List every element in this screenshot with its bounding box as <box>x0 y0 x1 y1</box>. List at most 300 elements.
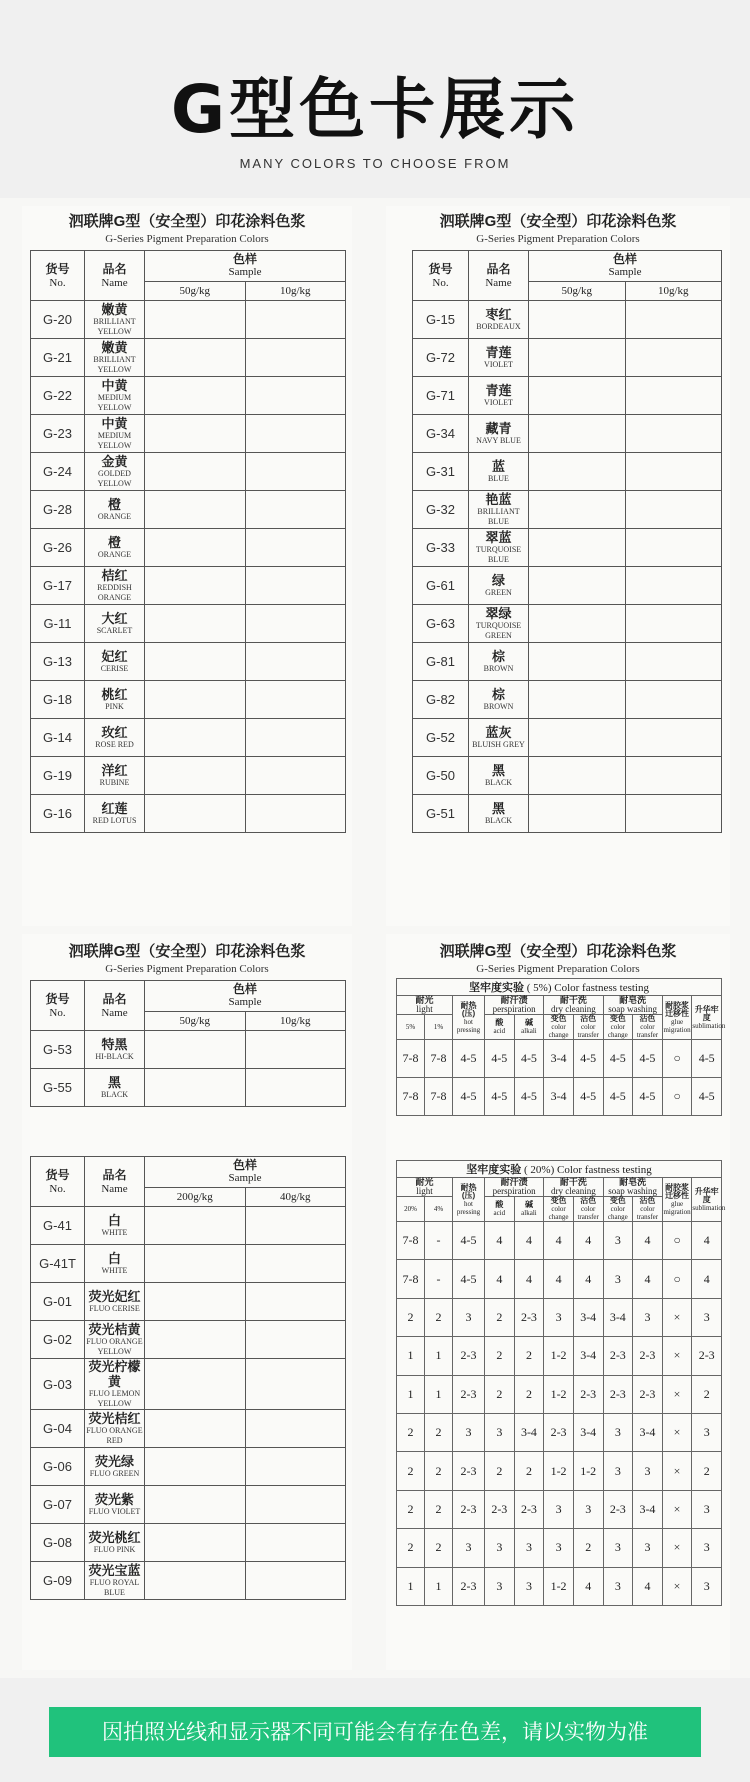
color-code: G-50 <box>413 757 469 795</box>
color-name <box>85 1562 145 1600</box>
col-code-header: 货号 No. <box>413 251 469 301</box>
color-name-en: CERISE <box>100 664 129 673</box>
color-name-zh: 红莲 <box>101 801 128 816</box>
fastness-value: 3 <box>603 1260 633 1298</box>
color-code: G-20 <box>31 301 85 339</box>
color-table <box>30 250 346 833</box>
swatch-cell <box>245 681 346 719</box>
color-code: G-13 <box>31 643 85 681</box>
swatch-cell <box>145 643 246 681</box>
color-code: G-16 <box>31 795 85 833</box>
fastness-value: 4-5 <box>453 1040 485 1078</box>
color-name <box>469 719 529 757</box>
color-name-zh: 桃红 <box>101 687 128 702</box>
color-name-zh: 黑 <box>491 801 505 816</box>
col-code-header: 货号 No. <box>31 1157 85 1207</box>
fastness-value: 3 <box>692 1413 722 1451</box>
color-disclaimer-banner: 因拍照光线和显示器不同可能会有存在色差，请以实物为准 <box>49 1707 701 1757</box>
fastness-value: 3 <box>514 1567 544 1605</box>
color-name-en: FLUO CERISE <box>89 1304 140 1313</box>
swatch-cell <box>625 453 722 491</box>
fastness-value: 4 <box>514 1260 544 1298</box>
perspiration-header: 耐汗渍 perspiration <box>485 996 544 1015</box>
swatch-cell <box>245 1410 346 1448</box>
color-row <box>31 491 346 529</box>
color-name-zh: 大红 <box>101 611 128 626</box>
fastness-value: 3-4 <box>633 1413 663 1451</box>
color-code: G-01 <box>31 1283 85 1321</box>
fastness-value: 2 <box>514 1337 544 1375</box>
fastness-value: 2 <box>485 1375 515 1413</box>
fastness-value: 3 <box>633 1452 663 1490</box>
color-name-en: TURQUOISE GREEN <box>475 621 522 640</box>
color-table <box>412 250 722 833</box>
color-name-en: FLUO GREEN <box>89 1469 140 1478</box>
fastness-value: 3 <box>514 1529 544 1567</box>
color-code: G-08 <box>31 1524 85 1562</box>
color-row <box>413 795 722 833</box>
color-name-zh: 金黄 <box>101 454 128 469</box>
fastness-row <box>397 1040 722 1078</box>
color-name <box>469 339 529 377</box>
color-name-zh: 嫩黄 <box>101 340 128 355</box>
swatch-cell <box>245 1245 346 1283</box>
swatch-cell <box>529 415 626 453</box>
color-name <box>85 567 145 605</box>
swatch-cell <box>145 605 246 643</box>
swatch-cell <box>145 567 246 605</box>
fastness-value: 3 <box>692 1567 722 1605</box>
fastness-row <box>397 1298 722 1336</box>
acid-header: 酸 acid <box>485 1197 515 1222</box>
color-name <box>85 415 145 453</box>
color-name <box>469 415 529 453</box>
color-name <box>469 377 529 415</box>
fastness-value: 2-3 <box>603 1375 633 1413</box>
swatch-cell <box>625 339 722 377</box>
swatch-cell <box>145 681 246 719</box>
color-code: G-26 <box>31 529 85 567</box>
color-name-en: WHITE <box>101 1266 128 1275</box>
color-name <box>469 529 529 567</box>
fastness-value: 2 <box>425 1452 453 1490</box>
card-title: 泗联牌G型（安全型）印花涂料色浆 <box>68 943 306 960</box>
fastness-table-5pct <box>396 978 726 1116</box>
color-name-zh: 蓝 <box>491 459 505 474</box>
swatch-cell <box>529 795 626 833</box>
color-name-zh: 翠蓝 <box>485 530 512 545</box>
fastness-value: 7-8 <box>397 1078 425 1116</box>
fastness-value: 4 <box>692 1222 722 1260</box>
color-name <box>85 491 145 529</box>
col-name-header: 品名 Name <box>85 1157 145 1207</box>
color-name-zh: 特黑 <box>101 1037 128 1052</box>
fastness-value: 7-8 <box>397 1040 425 1078</box>
color-name-zh: 桔红 <box>101 568 128 583</box>
color-name <box>85 681 145 719</box>
color-name-zh: 枣红 <box>485 307 512 322</box>
color-row <box>31 795 346 833</box>
color-name <box>85 1245 145 1283</box>
color-table <box>30 1156 346 1600</box>
color-transfer-header: 沾色 color transfer <box>633 1197 663 1222</box>
swatch-cell <box>145 1524 246 1562</box>
fastness-value: 3 <box>692 1298 722 1336</box>
color-name <box>469 301 529 339</box>
color-code: G-72 <box>413 339 469 377</box>
fastness-value: 3-4 <box>514 1413 544 1451</box>
color-name <box>85 643 145 681</box>
swatch-cell <box>145 1321 246 1359</box>
fastness-value: 2-3 <box>514 1490 544 1528</box>
color-name-en: RED LOTUS <box>92 816 137 825</box>
fastness-value: 4-5 <box>603 1078 633 1116</box>
fastness-row <box>397 1490 722 1528</box>
swatch-cell <box>145 1069 246 1107</box>
color-code: G-81 <box>413 643 469 681</box>
fastness-value: 4-5 <box>692 1078 722 1116</box>
fastness-value: 3 <box>485 1529 515 1567</box>
color-name-en: MEDIUM YELLOW <box>97 393 132 412</box>
fastness-value: 3 <box>453 1413 485 1451</box>
fastness-value: 3 <box>633 1298 663 1336</box>
color-row <box>31 757 346 795</box>
card-title: 泗联牌G型（安全型）印花涂料色浆 <box>68 213 306 230</box>
fastness-value: 3 <box>633 1529 663 1567</box>
fastness-value: ○ <box>662 1040 692 1078</box>
fastness-value: 2-3 <box>603 1490 633 1528</box>
color-code: G-34 <box>413 415 469 453</box>
color-name-zh: 玫红 <box>101 725 128 740</box>
color-code: G-41 <box>31 1207 85 1245</box>
fastness-value: 4-5 <box>485 1078 515 1116</box>
color-name <box>85 339 145 377</box>
swatch-cell <box>625 567 722 605</box>
fastness-value: 4-5 <box>573 1040 603 1078</box>
swatch-cell <box>245 1524 346 1562</box>
soap-washing-header: 耐皂洗 soap washing <box>603 996 662 1015</box>
color-code: G-53 <box>31 1031 85 1069</box>
color-name-en: BLACK <box>484 816 513 825</box>
fastness-value: 4 <box>485 1260 515 1298</box>
fastness-value: 3 <box>603 1222 633 1260</box>
fastness-value: 2-3 <box>692 1337 722 1375</box>
fastness-value: 4-5 <box>514 1078 544 1116</box>
swatch-cell <box>145 1283 246 1321</box>
swatch-cell <box>625 719 722 757</box>
fastness-value: 2-3 <box>453 1337 485 1375</box>
fastness-value: 3-4 <box>544 1078 574 1116</box>
color-row <box>31 1283 346 1321</box>
color-code: G-09 <box>31 1562 85 1600</box>
swatch-cell <box>245 1321 346 1359</box>
color-name <box>85 1486 145 1524</box>
swatch-cell <box>245 529 346 567</box>
swatch-cell <box>145 377 246 415</box>
color-row <box>31 1031 346 1069</box>
fastness-row <box>397 1452 722 1490</box>
color-code: G-61 <box>413 567 469 605</box>
col-name-header: 品名 Name <box>469 251 529 301</box>
fastness-table-20pct <box>396 1160 726 1606</box>
fastness-row <box>397 1413 722 1451</box>
swatch-cell <box>529 757 626 795</box>
fastness-value: 2 <box>514 1375 544 1413</box>
color-row <box>31 415 346 453</box>
color-name <box>85 719 145 757</box>
swatch-cell <box>245 605 346 643</box>
color-row <box>413 491 722 529</box>
fastness-title: 坚牢度实验 ( 20%) Color fastness testing <box>397 1161 722 1178</box>
color-row <box>31 605 346 643</box>
fastness-value: 2-3 <box>573 1375 603 1413</box>
hot-pressing-header: 耐热 (压) hot pressing <box>453 1178 485 1222</box>
col-name-header: 品名 Name <box>85 251 145 301</box>
color-name-en: PINK <box>105 702 124 711</box>
swatch-cell <box>529 377 626 415</box>
fastness-value: 3 <box>453 1529 485 1567</box>
color-name <box>85 301 145 339</box>
color-name-zh: 荧光桔红 <box>88 1411 141 1426</box>
fastness-value: 3 <box>544 1490 574 1528</box>
color-name-en: BROWN <box>483 702 514 711</box>
fastness-value: 2-3 <box>453 1490 485 1528</box>
dry-cleaning-header: 耐干洗 dry cleaning <box>544 996 603 1015</box>
swatch-cell <box>529 643 626 681</box>
hot-pressing-header: 耐热 (压) hot pressing <box>453 996 485 1040</box>
swatch-cell <box>529 567 626 605</box>
fastness-value: 2 <box>514 1452 544 1490</box>
fastness-value: 4 <box>692 1260 722 1298</box>
color-name <box>469 643 529 681</box>
conc-header: 10g/kg <box>245 282 346 301</box>
perspiration-header: 耐汗渍 perspiration <box>485 1178 544 1197</box>
color-row <box>31 1359 346 1410</box>
fastness-row <box>397 1375 722 1413</box>
color-row <box>413 719 722 757</box>
fastness-value: 4 <box>633 1567 663 1605</box>
color-name <box>85 1031 145 1069</box>
color-row <box>413 757 722 795</box>
dry-cleaning-header: 耐干洗 dry cleaning <box>544 1178 603 1197</box>
swatch-cell <box>245 301 346 339</box>
color-transfer-header: 沾色 color transfer <box>633 1015 663 1040</box>
color-name-zh: 荧光妃红 <box>88 1289 141 1304</box>
fastness-value: 2 <box>397 1298 425 1336</box>
light-sub-header: 5% <box>397 1015 425 1040</box>
fastness-value: 7-8 <box>425 1078 453 1116</box>
color-name-en: VIOLET <box>484 398 513 407</box>
color-code: G-17 <box>31 567 85 605</box>
swatch-cell <box>529 453 626 491</box>
swatch-cell <box>529 605 626 643</box>
color-name-zh: 棕 <box>491 687 505 702</box>
color-name-en: FLUO ORANGE YELLOW <box>86 1337 143 1356</box>
fastness-value: × <box>662 1452 692 1490</box>
color-name <box>85 605 145 643</box>
swatch-cell <box>245 377 346 415</box>
fastness-row <box>397 1260 722 1298</box>
color-change-header: 变色 color change <box>603 1197 633 1222</box>
color-name-en: BLUISH GREY <box>472 740 525 749</box>
color-name <box>469 795 529 833</box>
fastness-value: 4-5 <box>573 1078 603 1116</box>
fastness-title: 坚牢度实验 ( 5%) Color fastness testing <box>397 979 722 996</box>
color-name-zh: 妃红 <box>101 649 128 664</box>
fastness-value: 2-3 <box>514 1298 544 1336</box>
color-name <box>85 1448 145 1486</box>
fastness-value: × <box>662 1490 692 1528</box>
fastness-value: 2 <box>397 1529 425 1567</box>
color-name-zh: 艳蓝 <box>485 492 512 507</box>
fastness-value: 4 <box>633 1260 663 1298</box>
color-name-en: BLACK <box>484 778 513 787</box>
fastness-value: - <box>425 1260 453 1298</box>
color-name-zh: 翠绿 <box>485 606 512 621</box>
fastness-value: 1 <box>397 1337 425 1375</box>
color-code: G-63 <box>413 605 469 643</box>
color-name-en: FLUO VIOLET <box>88 1507 141 1516</box>
color-name-en: TURQUOISE BLUE <box>475 545 522 564</box>
swatch-cell <box>145 1486 246 1524</box>
color-table <box>30 980 346 1107</box>
color-name-en: WHITE <box>101 1228 128 1237</box>
fastness-value: 2 <box>397 1413 425 1451</box>
color-code: G-04 <box>31 1410 85 1448</box>
swatch-cell <box>245 339 346 377</box>
color-name-zh: 绿 <box>491 573 505 588</box>
fastness-value: 2-3 <box>453 1452 485 1490</box>
color-row <box>31 1069 346 1107</box>
color-row <box>31 1486 346 1524</box>
fastness-value: 2-3 <box>544 1413 574 1451</box>
conc-header: 10g/kg <box>625 282 722 301</box>
fastness-value: 2 <box>485 1337 515 1375</box>
fastness-value: 1-2 <box>544 1452 574 1490</box>
color-name-en: ORANGE <box>97 550 132 559</box>
color-name <box>85 1207 145 1245</box>
color-name-en: GOLDED YELLOW <box>97 469 132 488</box>
color-change-header: 变色 color change <box>544 1197 574 1222</box>
color-name-en: BROWN <box>483 664 514 673</box>
color-name <box>469 491 529 529</box>
fastness-value: 3 <box>485 1413 515 1451</box>
fastness-value: 2 <box>692 1452 722 1490</box>
color-name-zh: 青莲 <box>485 383 512 398</box>
swatch-cell <box>145 301 246 339</box>
swatch-cell <box>145 1562 246 1600</box>
color-card-2 <box>386 206 730 926</box>
color-name <box>85 1359 145 1410</box>
fastness-value: × <box>662 1298 692 1336</box>
light-sub-header: 4% <box>425 1197 453 1222</box>
col-sample-header: 色样 Sample <box>145 981 346 1012</box>
color-row <box>31 681 346 719</box>
fastness-value: 1 <box>397 1567 425 1605</box>
swatch-cell <box>145 1207 246 1245</box>
fastness-value: 1 <box>397 1375 425 1413</box>
fastness-value: 3 <box>603 1452 633 1490</box>
fastness-value: 7-8 <box>397 1260 425 1298</box>
fastness-value: 3 <box>544 1298 574 1336</box>
swatch-cell <box>245 795 346 833</box>
page-title: G型色卡展示 <box>170 71 580 148</box>
swatch-cell <box>245 415 346 453</box>
footer <box>0 1678 750 1782</box>
swatch-cell <box>145 415 246 453</box>
swatch-cell <box>145 757 246 795</box>
soap-washing-header: 耐皂洗 soap washing <box>603 1178 662 1197</box>
hero-header <box>0 0 750 198</box>
swatch-cell <box>625 529 722 567</box>
fastness-row <box>397 1222 722 1260</box>
color-code: G-31 <box>413 453 469 491</box>
color-code: G-11 <box>31 605 85 643</box>
swatch-cell <box>245 1069 346 1107</box>
color-row <box>31 1207 346 1245</box>
fastness-value: 4 <box>573 1260 603 1298</box>
fastness-value: ○ <box>662 1078 692 1116</box>
swatch-cell <box>625 605 722 643</box>
color-transfer-header: 沾色 color transfer <box>573 1015 603 1040</box>
color-name-zh: 橙 <box>107 497 121 512</box>
color-row <box>413 643 722 681</box>
fastness-value: × <box>662 1337 692 1375</box>
swatch-cell <box>529 491 626 529</box>
fastness-value: 1-2 <box>544 1337 574 1375</box>
swatch-cell <box>145 1410 246 1448</box>
color-name-en: ROSE RED <box>95 740 134 749</box>
swatch-cell <box>529 719 626 757</box>
color-row <box>413 681 722 719</box>
swatch-cell <box>145 795 246 833</box>
light-sub-header: 20% <box>397 1197 425 1222</box>
color-row <box>31 339 346 377</box>
fastness-value: 1-2 <box>573 1452 603 1490</box>
fastness-value: 4-5 <box>633 1078 663 1116</box>
color-code: G-55 <box>31 1069 85 1107</box>
color-name <box>85 1410 145 1448</box>
color-code: G-51 <box>413 795 469 833</box>
fastness-value: 2-3 <box>453 1375 485 1413</box>
fastness-value: 4-5 <box>485 1040 515 1078</box>
color-name <box>85 1321 145 1359</box>
color-name-en: ORANGE <box>97 512 132 521</box>
fastness-value: 1 <box>425 1567 453 1605</box>
color-name-en: BORDEAUX <box>476 322 521 331</box>
color-row <box>413 529 722 567</box>
fastness-value: 2-3 <box>603 1337 633 1375</box>
color-name-en: BLUE <box>488 474 509 483</box>
color-code: G-19 <box>31 757 85 795</box>
swatch-cell <box>245 453 346 491</box>
fastness-value: 3 <box>544 1529 574 1567</box>
fastness-value: 3-4 <box>603 1298 633 1336</box>
color-code: G-18 <box>31 681 85 719</box>
color-code: G-06 <box>31 1448 85 1486</box>
fastness-value: 2 <box>425 1298 453 1336</box>
color-name-zh: 棕 <box>491 649 505 664</box>
fastness-value: 4 <box>544 1222 574 1260</box>
color-name-zh: 荧光宝蓝 <box>88 1563 141 1578</box>
color-name-zh: 荧光紫 <box>94 1492 134 1507</box>
swatch-cell <box>529 681 626 719</box>
page-subtitle: MANY COLORS TO CHOOSE FROM <box>239 156 511 171</box>
swatch-cell <box>625 377 722 415</box>
col-code-header: 货号 No. <box>31 251 85 301</box>
fastness-value: - <box>425 1222 453 1260</box>
color-row <box>413 377 722 415</box>
